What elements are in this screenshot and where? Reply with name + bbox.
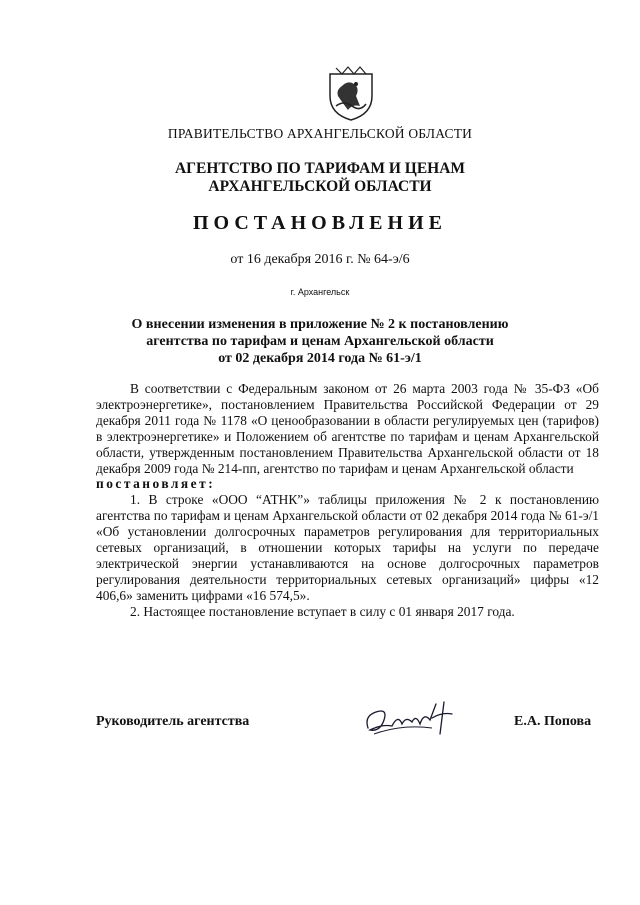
subject-line1: О внесении изменения в приложение № 2 к постановлению xyxy=(131,317,509,332)
government-title: ПРАВИТЕЛЬСТВО АРХАНГЕЛЬСКОЙ ОБЛАСТИ xyxy=(167,126,473,141)
document-type-heading: ПОСТАНОВЛЕНИЕ xyxy=(193,212,447,234)
signatory-name: Е.А. Попова xyxy=(514,714,592,729)
agency-title-line1: АГЕНТСТВО ПО ТАРИФАМ И ЦЕНАМ xyxy=(174,160,466,177)
agency-title-line2: АРХАНГЕЛЬСКОЙ ОБЛАСТИ xyxy=(208,178,432,195)
document-body xyxy=(96,381,599,620)
coat-of-arms-emblem xyxy=(326,66,376,122)
subject-line2: агентства по тарифам и ценам Архангельской области xyxy=(146,334,494,349)
date-and-number: от 16 декабря 2016 г. № 64-э/6 xyxy=(230,252,410,267)
handwritten-signature xyxy=(362,694,466,742)
city-label: г. Архангельск xyxy=(290,287,350,297)
document-subject xyxy=(0,316,640,367)
subject-line3: от 02 декабря 2014 года № 61-э/1 xyxy=(218,351,422,366)
agency-title xyxy=(0,160,640,196)
signatory-position: Руководитель агентства xyxy=(96,714,250,729)
resolves-label: постановляет: xyxy=(96,476,216,492)
item-2-paragraph: 2. Настоящее постановление вступает в силу с 01 января 2017 года. xyxy=(130,603,515,619)
item-1-paragraph: 1. В строке «ООО “АТНК”» таблицы приложения № 2 к постановлению агентства по тарифам и ценам Архангельской области от 02 декабря 2014 года № 61-э/1 «Об установлении долгосрочных параметров регулирования для территориальных сетевых организаций, в отношении которых тарифы на услуги по передаче электрической энергии устанавливаются на основе долгосрочных параметров регулирования деятельности территориальных сетевых организаций» цифры «12 406,6» заменить цифрами «16 574,5». xyxy=(96,492,599,603)
preamble-paragraph: В соответствии с Федеральным законом от 26 марта 2003 года № 35-ФЗ «Об электроэнергетике», постановлением Правительства Российской Федерации от 29 декабря 2011 года № 1178 «О ценообразовании в области регулируемых цен (тарифов) в электроэнергетике» и Положением об агентстве по тарифам и ценам Архангельской области, утвержденным постановлением Правительства Архангельской области от 18 декабря 2009 года № 214-пп, агентство по тарифам и ценам Архангельской области xyxy=(96,381,599,476)
